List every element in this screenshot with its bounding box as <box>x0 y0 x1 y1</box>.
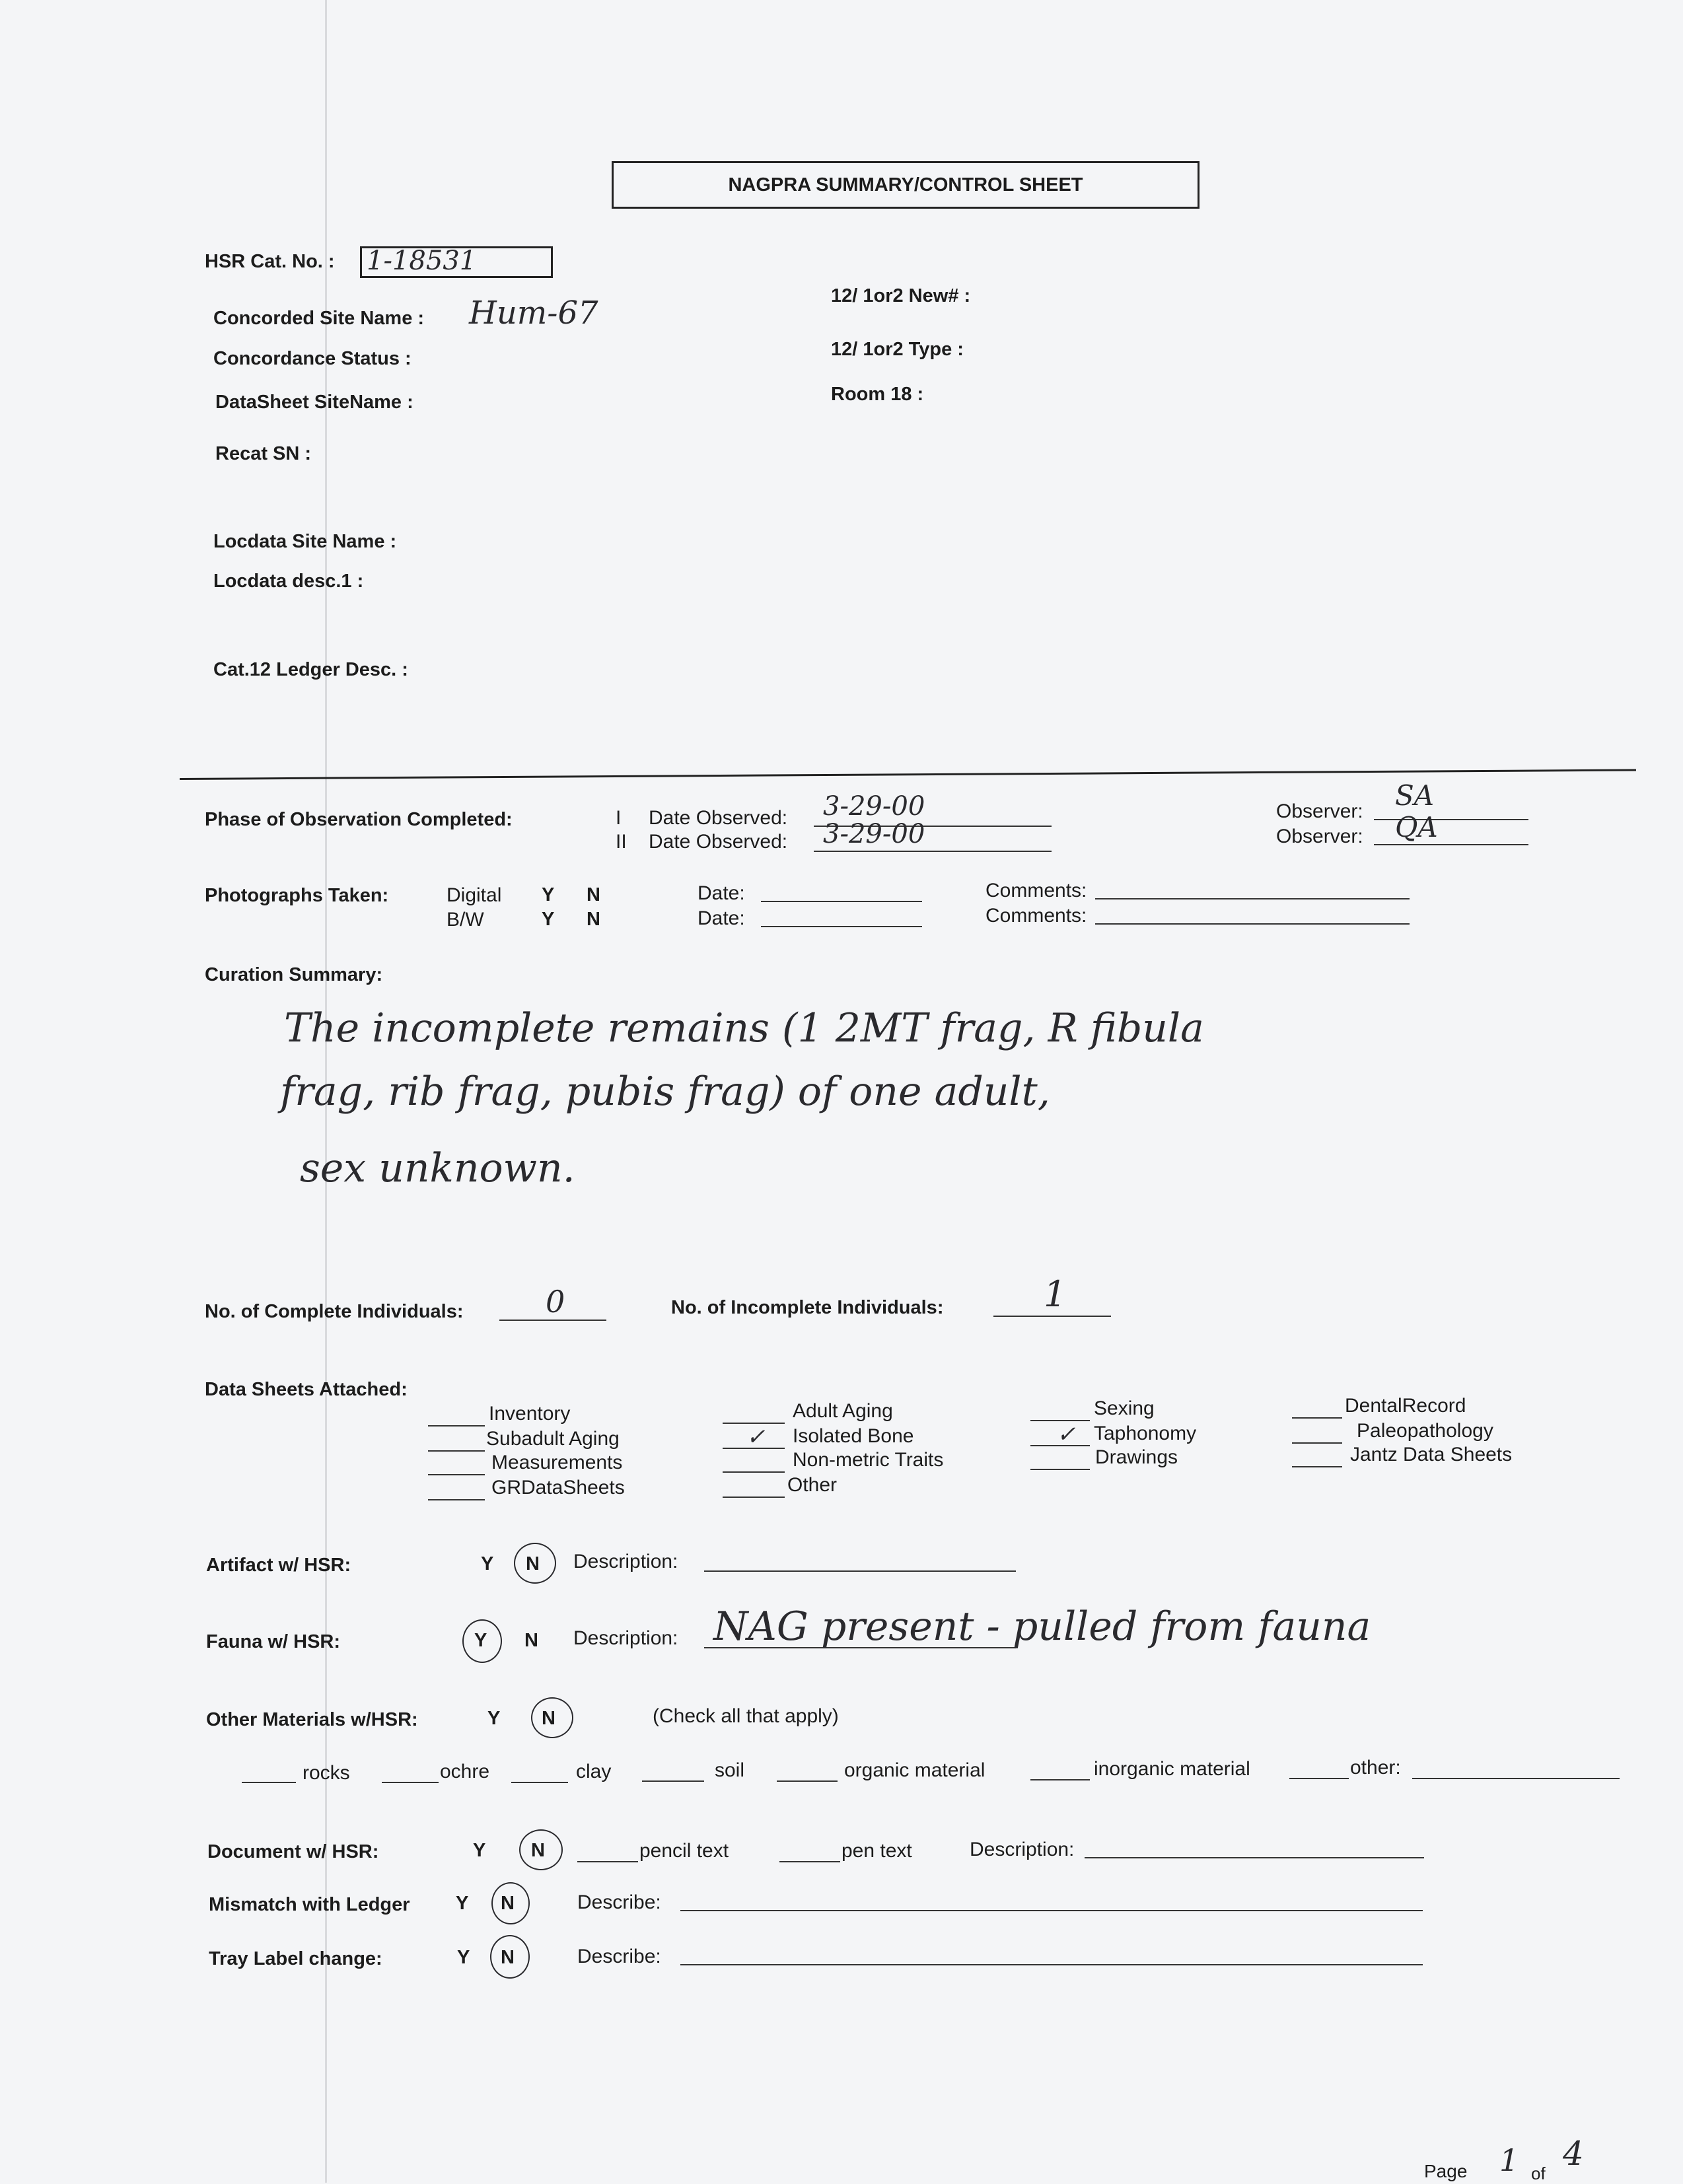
mismatch-desc-line[interactable] <box>680 1910 1423 1911</box>
ds-inventory: Inventory <box>489 1403 571 1425</box>
other-materials-label: Other Materials w/HSR: <box>206 1709 418 1730</box>
om-ochre-line[interactable] <box>382 1782 439 1783</box>
ds-measurements-line[interactable] <box>428 1474 485 1475</box>
incomplete-individuals-label: No. of Incomplete Individuals: <box>671 1297 944 1318</box>
om-rocks: rocks <box>303 1762 350 1784</box>
hsr-cat-no-value: 1-18531 <box>367 246 477 276</box>
phase-1-date-label: Date Observed: <box>649 807 788 829</box>
ds-taphonomy-check: ✓ <box>1057 1421 1076 1448</box>
page-label: Page <box>1424 2161 1468 2181</box>
tray-n[interactable]: N <box>501 1947 515 1968</box>
page-number: 1 <box>1499 2142 1519 2178</box>
artifact-label: Artifact w/ HSR: <box>206 1555 351 1576</box>
concorded-site-name-value: Hum-67 <box>469 295 598 332</box>
phase-2-numeral: II <box>616 831 627 853</box>
om-other: other: <box>1350 1757 1401 1779</box>
document-desc-line[interactable] <box>1085 1857 1424 1858</box>
concorded-site-name-label: Concorded Site Name : <box>213 308 425 329</box>
observer-2-label: Observer: <box>1276 826 1363 847</box>
type-label: 12/ 1or2 Type : <box>831 339 964 360</box>
ds-measurements: Measurements <box>491 1452 623 1473</box>
ds-dental-line[interactable] <box>1292 1417 1342 1419</box>
photo-date-1-line[interactable] <box>761 901 922 902</box>
document-pencil-line[interactable] <box>577 1861 638 1862</box>
form-title: NAGPRA SUMMARY/CONTROL SHEET <box>728 174 1083 195</box>
document-y[interactable]: Y <box>473 1840 486 1861</box>
ds-isolated-bone: Isolated Bone <box>793 1425 914 1447</box>
artifact-y[interactable]: Y <box>481 1553 494 1574</box>
observer-1-value: SA <box>1395 779 1435 812</box>
om-soil-line[interactable] <box>642 1780 704 1782</box>
curation-line-1: The incomplete remains (1 2MT frag, R fibula <box>284 1005 1204 1051</box>
other-materials-note: (Check all that apply) <box>653 1705 839 1727</box>
ds-nonmetric-traits: Non-metric Traits <box>793 1449 944 1471</box>
tray-y[interactable]: Y <box>457 1947 470 1968</box>
document-pen-text: pen text <box>842 1840 912 1862</box>
om-other-desc-line[interactable] <box>1412 1778 1620 1779</box>
complete-individuals-label: No. of Complete Individuals: <box>205 1301 464 1322</box>
phase-1-numeral: I <box>616 807 622 829</box>
tray-label-change-label: Tray Label change: <box>209 1948 382 1969</box>
ds-nonmetric-line[interactable] <box>723 1471 785 1473</box>
om-organic-material: organic material <box>844 1759 985 1781</box>
curation-line-2: frag, rib frag, pubis frag) of one adult, <box>280 1069 1050 1115</box>
tray-desc-line[interactable] <box>680 1964 1423 1965</box>
other-materials-n[interactable]: N <box>542 1708 555 1729</box>
fauna-desc-label: Description: <box>573 1627 678 1649</box>
ds-paleopathology: Paleopathology <box>1357 1420 1493 1442</box>
photo-digital-n[interactable]: N <box>587 884 600 905</box>
form-title-box <box>612 161 1200 209</box>
ds-subadult-line[interactable] <box>428 1450 485 1452</box>
om-inorganic-line[interactable] <box>1030 1779 1090 1780</box>
fauna-y[interactable]: Y <box>474 1630 487 1651</box>
curation-summary-label: Curation Summary: <box>205 964 383 985</box>
ds-drawings-line[interactable] <box>1030 1469 1090 1470</box>
phase-2-date-label: Date Observed: <box>649 831 788 853</box>
ledger-desc-label: Cat.12 Ledger Desc. : <box>213 659 408 680</box>
om-inorganic-material: inorganic material <box>1094 1758 1250 1780</box>
photo-comments-1-line[interactable] <box>1095 898 1410 899</box>
photo-comments-2-line[interactable] <box>1095 923 1410 925</box>
complete-individuals-line <box>499 1320 606 1321</box>
phase-1-date-value: 3-29-00 <box>823 791 925 822</box>
ds-paleopathology-line[interactable] <box>1292 1442 1342 1444</box>
document-pencil-text: pencil text <box>639 1840 729 1862</box>
complete-individuals-value: 0 <box>546 1284 565 1320</box>
concordance-status-label: Concordance Status : <box>213 348 412 369</box>
incomplete-individuals-value: 1 <box>1044 1273 1067 1315</box>
ds-grdatasheets-line[interactable] <box>428 1499 485 1500</box>
ds-isolated-bone-check: ✓ <box>746 1424 766 1450</box>
hsr-cat-no-label: HSR Cat. No. : <box>205 251 335 272</box>
photographs-label: Photographs Taken: <box>205 885 389 906</box>
mismatch-label: Mismatch with Ledger <box>209 1894 410 1915</box>
om-ochre: ochre <box>440 1761 490 1782</box>
phase-observation-label: Phase of Observation Completed: <box>205 809 513 830</box>
observer-2-line <box>1374 844 1528 845</box>
ds-adult-aging: Adult Aging <box>793 1400 893 1422</box>
datasheet-sitename-label: DataSheet SiteName : <box>215 392 413 413</box>
ds-other: Other <box>787 1474 838 1496</box>
om-clay: clay <box>576 1761 612 1782</box>
other-materials-y[interactable]: Y <box>487 1708 501 1729</box>
fauna-n[interactable]: N <box>524 1630 538 1651</box>
document-desc-label: Description: <box>970 1839 1075 1860</box>
observer-1-label: Observer: <box>1276 800 1363 822</box>
tray-desc-label: Describe: <box>577 1946 661 1967</box>
photo-date-1-label: Date: <box>698 882 745 904</box>
ds-jantz-data-sheets: Jantz Data Sheets <box>1350 1444 1513 1465</box>
fauna-label: Fauna w/ HSR: <box>206 1631 341 1652</box>
ds-drawings: Drawings <box>1095 1446 1178 1468</box>
ds-dental-record: DentalRecord <box>1345 1395 1466 1417</box>
photo-digital-y[interactable]: Y <box>542 884 555 905</box>
ds-sexing: Sexing <box>1094 1397 1155 1419</box>
photo-comments-2-label: Comments: <box>985 905 1087 927</box>
artifact-desc-line[interactable] <box>704 1570 1016 1572</box>
observer-2-value: QA <box>1395 811 1438 843</box>
document-pen-line[interactable] <box>779 1861 840 1862</box>
photo-comments-1-label: Comments: <box>985 880 1087 901</box>
om-clay-line[interactable] <box>511 1782 568 1783</box>
photo-bw-y[interactable]: Y <box>542 909 555 930</box>
ds-taphonomy: Taphonomy <box>1094 1423 1197 1444</box>
recat-sn-label: Recat SN : <box>215 443 312 464</box>
incomplete-individuals-line <box>993 1316 1111 1317</box>
ds-other-line[interactable] <box>723 1497 785 1498</box>
artifact-desc-label: Description: <box>573 1551 678 1572</box>
photo-date-2-label: Date: <box>698 907 745 929</box>
document-n[interactable]: N <box>531 1840 545 1861</box>
photo-digital-label: Digital <box>447 884 502 906</box>
locdata-site-name-label: Locdata Site Name : <box>213 531 397 552</box>
photo-date-2-line[interactable] <box>761 926 922 927</box>
ds-subadult-aging: Subadult Aging <box>486 1428 620 1450</box>
om-soil: soil <box>715 1759 745 1781</box>
photo-bw-label: B/W <box>447 909 484 931</box>
section-divider <box>180 769 1636 780</box>
phase-2-date-line <box>814 851 1052 852</box>
page-total: 4 <box>1563 2134 1584 2173</box>
phase-2-date-value: 3-29-00 <box>823 819 925 849</box>
photo-bw-n[interactable]: N <box>587 909 600 930</box>
mismatch-desc-label: Describe: <box>577 1891 661 1913</box>
fauna-desc-value: NAG present - pulled from fauna <box>713 1603 1371 1650</box>
room-label: Room 18 : <box>831 384 924 405</box>
om-other-check-line[interactable] <box>1289 1778 1349 1779</box>
ds-jantz-line[interactable] <box>1292 1466 1342 1467</box>
document-label: Document w/ HSR: <box>207 1841 379 1862</box>
om-rocks-line[interactable] <box>242 1782 296 1783</box>
mismatch-y[interactable]: Y <box>456 1893 469 1914</box>
ds-grdatasheets: GRDataSheets <box>491 1477 625 1498</box>
om-organic-line[interactable] <box>777 1780 838 1782</box>
locdata-desc-label: Locdata desc.1 : <box>213 571 364 592</box>
artifact-n[interactable]: N <box>526 1553 540 1574</box>
ds-inventory-line[interactable] <box>428 1425 485 1427</box>
data-sheets-label: Data Sheets Attached: <box>205 1379 408 1400</box>
mismatch-n[interactable]: N <box>501 1893 515 1914</box>
new-number-label: 12/ 1or2 New# : <box>831 285 971 306</box>
curation-line-3: sex unknown. <box>300 1145 575 1191</box>
of-label: of <box>1531 2164 1546 2183</box>
